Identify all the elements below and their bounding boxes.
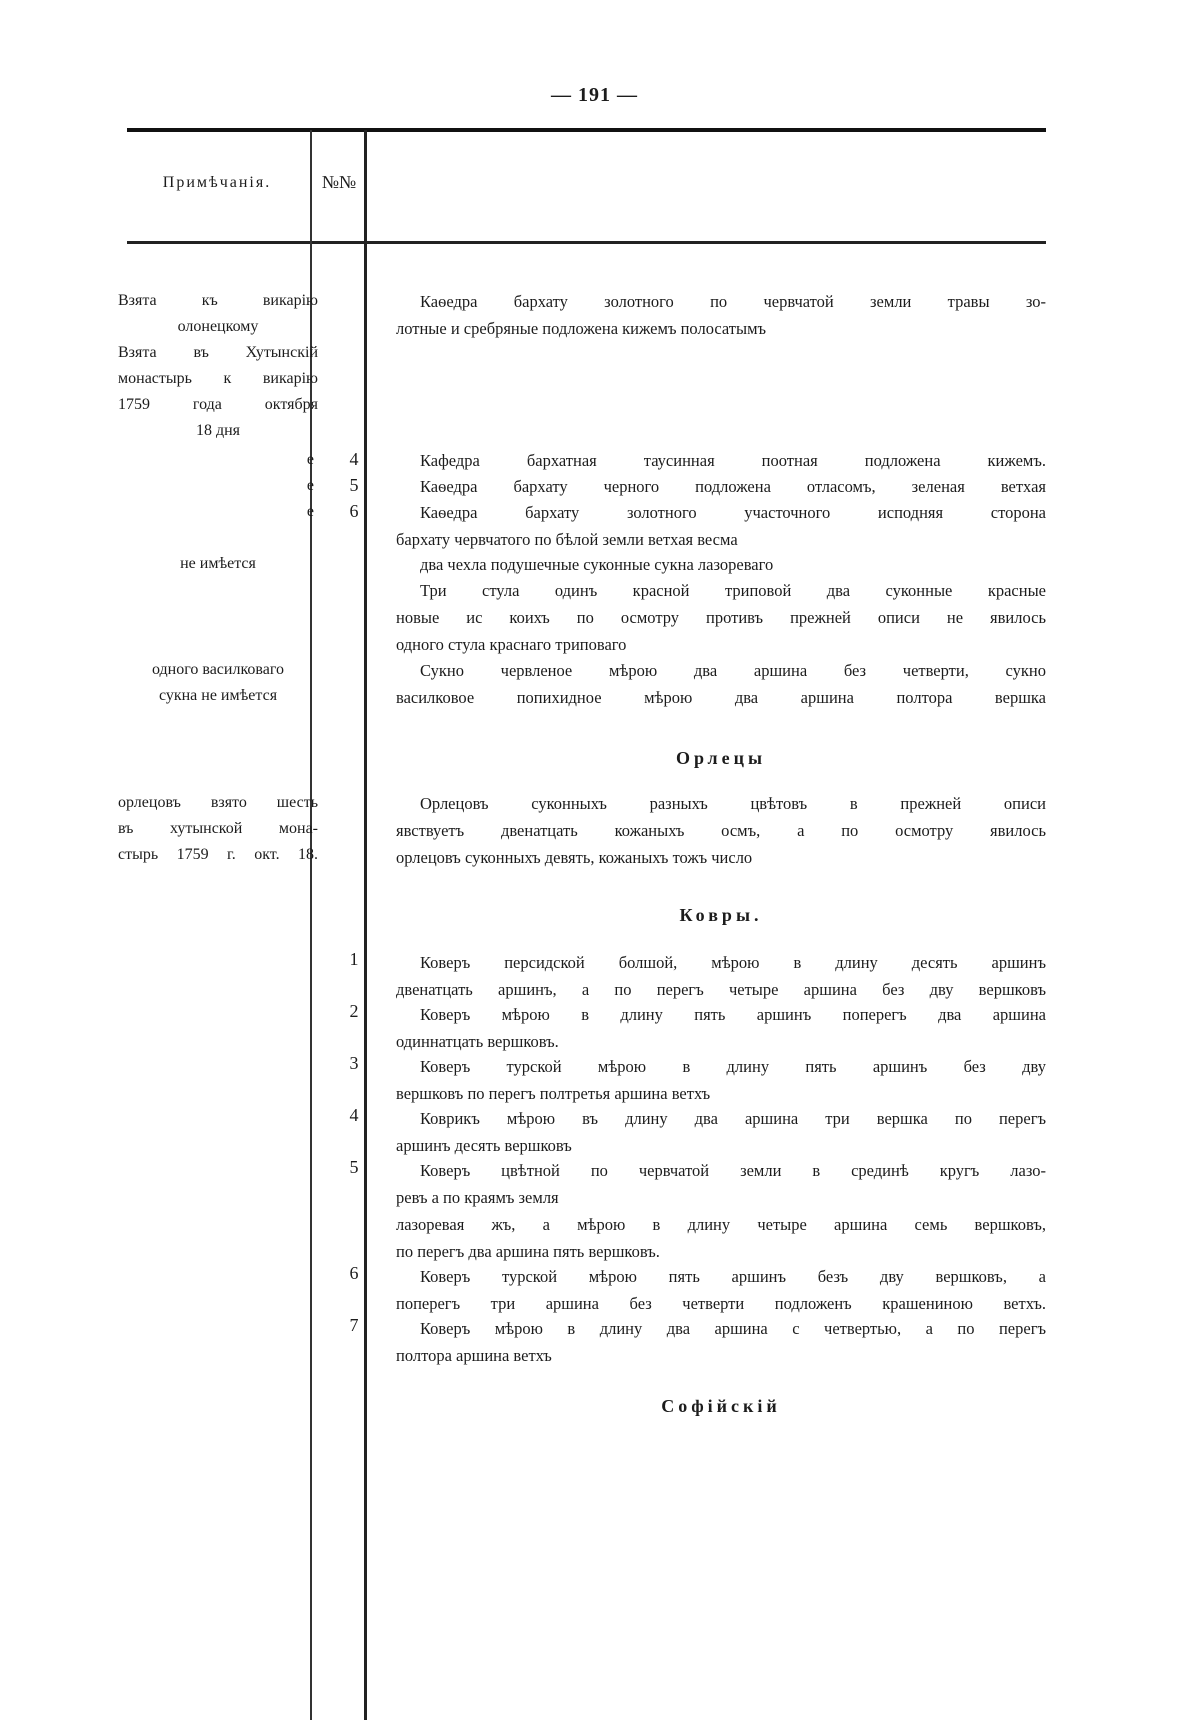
note-orletsy: орлецовъ взято шесть въ хутынской мона- стырь 1759 г. окт. 18.	[118, 794, 318, 863]
entry-text: Кафедра бархатная таусинная поотная подложена кижемъ.	[420, 451, 1046, 470]
entry-text: Каѳедра бархату черного подложена отласомъ, зеленая ветхая	[420, 477, 1046, 496]
note-mark: е	[306, 451, 314, 468]
entry-text: Каѳедра бархату золотного участочного исподняя сторона бархату червчатого по бѣлой земли ветхая весма	[396, 503, 1046, 549]
header-numbers-label: №№	[321, 172, 357, 192]
header-notes-label: Примѣчанія.	[162, 174, 272, 191]
note-mark: е	[306, 477, 314, 494]
entry-text: Три стула одинъ красной триповой два суконные красные новые ис коихъ по осмотру противъ прежней описи не явилось одного стула краснаго триповаго	[396, 581, 1046, 654]
item-number: 1	[349, 949, 359, 969]
entry-text: Коверъ мѣрою в длину два аршина с четвертью, а по перегъ полтора аршина ветхъ	[396, 1319, 1046, 1365]
column-divider-numbers	[364, 130, 367, 1720]
item-number: 5	[349, 475, 359, 495]
entry-text: Коверъ мѣрою в длину пять аршинъ поперегъ два аршина одиннатцать вершковъ.	[396, 1005, 1046, 1051]
item-number: 7	[349, 1315, 359, 1335]
note-vasilkovago: одного василковаго сукна не имѣется	[151, 661, 285, 704]
entry-text: Сукно червленое мѣрою два аршина без четверти, сукно василковое попихидное мѣрою два аршина полтора вершка	[396, 661, 1046, 707]
entry-text: Коверъ турской мѣрою пять аршинъ безъ дву вершковъ, а поперегъ три аршина без четверти подложенъ крашениною ветхъ.	[396, 1267, 1046, 1313]
top-rule	[127, 128, 1046, 132]
item-number: 5	[349, 1157, 359, 1177]
note-vikariy: Взята къ викарію олонецкому Взята въ Хутынскій монастырь к викарію 1759 года октября 18 дня	[118, 292, 318, 439]
note-ne-imeetsya: не имѣется	[180, 555, 256, 572]
entry-text: два чехла подушечные суконные сукна лазореваго	[420, 555, 774, 574]
entry-text: Коверъ цвѣтной по червчатой земли в срединѣ кругъ лазо- ревъ а по краямъ земля лазоревая жъ, а мѣрою в длину четыре аршина семь вершковъ, по перегъ два аршина пять вершковъ.	[396, 1161, 1046, 1261]
header-rule	[127, 241, 1046, 244]
item-number: 3	[349, 1053, 359, 1073]
item-number: 6	[349, 1263, 359, 1283]
item-number: 2	[349, 1001, 359, 1021]
entry-text: Коврикъ мѣрою въ длину два аршина три вершка по перегъ аршинъ десять вершковъ	[396, 1109, 1046, 1155]
section-heading-orletsy: Орлецы	[675, 748, 767, 768]
note-mark: е	[306, 503, 314, 520]
page-number: — 191 —	[551, 84, 638, 106]
item-number: 6	[349, 501, 359, 521]
item-number: 4	[349, 449, 359, 469]
section-heading-kovry: Ковры.	[679, 905, 763, 925]
entry-text: Коверъ турской мѣрою в длину пять аршинъ без дву вершковъ по перегъ полтретья аршина ветхъ	[396, 1057, 1046, 1103]
entry-text: Орлецовъ суконныхъ разныхъ цвѣтовъ в прежней описи явствуетъ двенатцать кожаныхъ осмъ, а по осмотру явилось орлецовъ суконныхъ девять, кожаныхъ тожъ число	[396, 794, 1046, 867]
entry-text: Каѳедра бархату золотного по червчатой земли травы зо- лотные и сребряные подложена кижемъ полосатымъ	[396, 292, 1046, 338]
entry-text: Коверъ персидской болшой, мѣрою в длину десять аршинъ двенатцать аршинъ, а по перегъ четыре аршина без дву вершковъ	[396, 953, 1046, 999]
catchword-sofiyskiy: Софійскій	[661, 1396, 781, 1416]
item-number: 4	[349, 1105, 359, 1125]
